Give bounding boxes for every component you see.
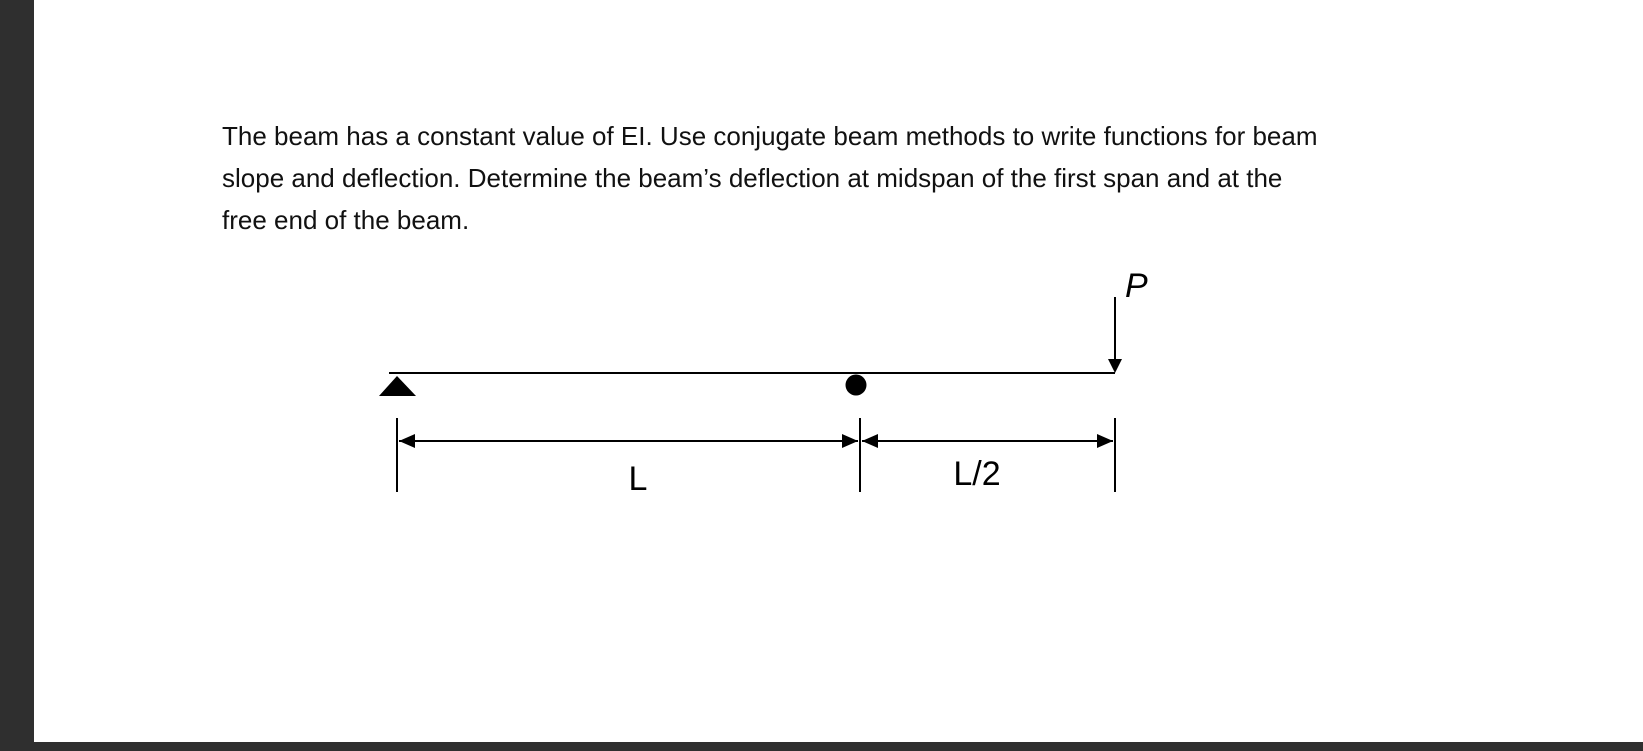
- dimension-l-right-arrowhead: [842, 434, 858, 448]
- problem-line-3: free end of the beam.: [222, 205, 470, 235]
- dimension-l-half-left-arrowhead: [862, 434, 878, 448]
- document-page: [34, 0, 1643, 742]
- dimension-l-left-arrowhead: [399, 434, 415, 448]
- problem-line-2: slope and deflection. Determine the beam’s deflection at midspan of the first span and at the: [222, 163, 1283, 193]
- pin-support: [379, 376, 416, 396]
- dimension-l-label: L: [628, 460, 648, 498]
- beam-diagram: [34, 0, 1643, 742]
- roller-support: [846, 375, 867, 396]
- point-load-arrowhead: [1108, 359, 1122, 373]
- load-label: P: [1125, 267, 1148, 305]
- problem-line-1: The beam has a constant value of EI. Use conjugate beam methods to write functions for beam: [222, 121, 1318, 151]
- dimension-l-half-label: L/2: [953, 455, 1001, 493]
- dimension-l-half-right-arrowhead: [1097, 434, 1113, 448]
